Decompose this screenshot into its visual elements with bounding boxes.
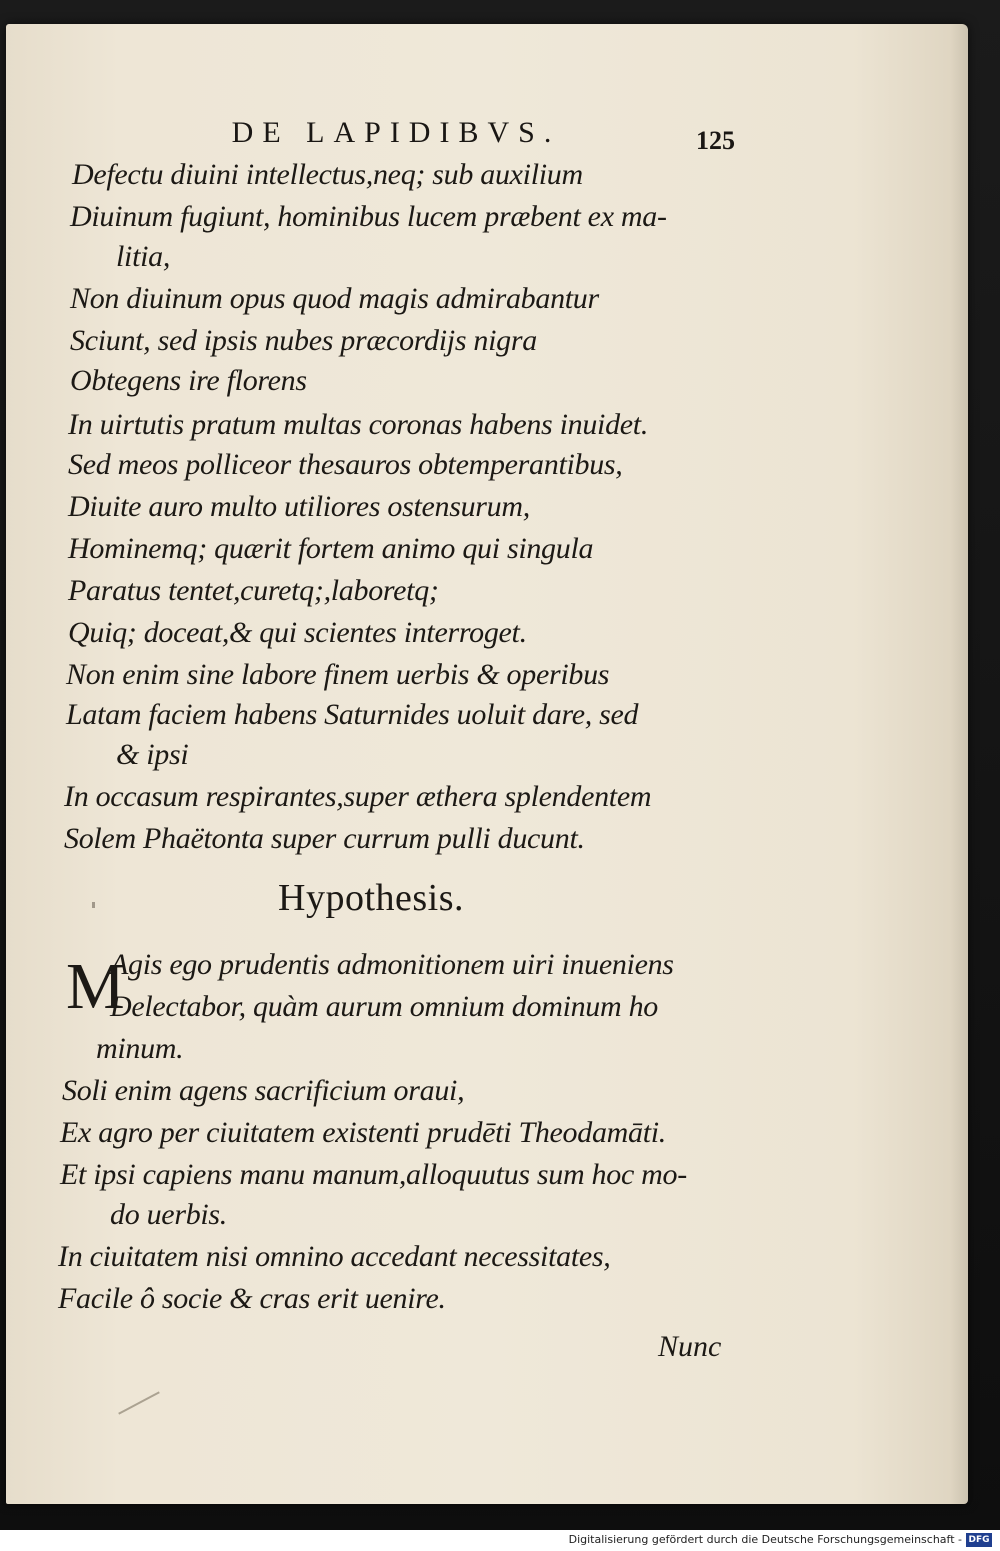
verse-line: litia, <box>116 240 171 273</box>
verse-line: Facile ô socie & cras erit uenire. <box>58 1282 446 1315</box>
catchword: Nunc <box>658 1330 722 1363</box>
verse-line: Paratus tentet,curetq;,laboretq; <box>68 574 439 607</box>
verse-line: Obtegens ire florens <box>70 364 307 397</box>
verse-line: Delectabor, quàm aurum omnium dominum ho <box>110 990 658 1023</box>
verse-line: minum. <box>96 1032 184 1065</box>
verse-line: Sed meos polliceor thesauros obtemperantibus, <box>68 448 623 481</box>
page-number: 125 <box>696 126 735 155</box>
verse-line: Sciunt, sed ipsis nubes præcordijs nigra <box>70 324 537 357</box>
verse-line: Non diuinum opus quod magis admirabantur <box>70 282 599 315</box>
verse-line: Solem Phaëtonta super currum pulli ducunt. <box>64 822 585 855</box>
verse-line: Soli enim agens sacrificium oraui, <box>62 1074 465 1107</box>
verse-line: Defectu diuini intellectus,neq; sub auxilium <box>72 158 583 191</box>
digitization-footer <box>0 1530 1000 1551</box>
section-heading: Hypothesis. <box>278 877 464 919</box>
funding-credit: Digitalisierung gefördert durch die Deutsche Forschungsgemeinschaft - <box>568 1533 962 1546</box>
verse-line: & ipsi <box>116 738 189 771</box>
verse-line: Diuite auro multo utiliores ostensurum, <box>68 490 530 523</box>
verse-line: Latam faciem habens Saturnides uoluit dare, sed <box>66 698 639 731</box>
dfg-logo-icon: DFG <box>966 1533 992 1547</box>
verse-line: Agis ego prudentis admonitionem uiri inueniens <box>110 948 674 981</box>
verse-line: do uerbis. <box>110 1198 228 1231</box>
drop-cap: M <box>66 950 125 1023</box>
verse-line: Diuinum fugiunt, hominibus lucem præbent ex ma- <box>70 200 667 233</box>
verse-line: Ex agro per ciuitatem existenti prudēti Theodamāti. <box>60 1116 666 1149</box>
book-page <box>6 24 968 1504</box>
pencil-mark <box>118 1391 160 1414</box>
verse-line: Hominemq; quærit fortem animo qui singula <box>68 532 594 565</box>
verse-line: In uirtutis pratum multas coronas habens inuidet. <box>68 408 649 441</box>
verse-line: In ciuitatem nisi omnino accedant necessitates, <box>58 1240 611 1273</box>
verse-line: In occasum respirantes,super æthera splendentem <box>64 780 652 813</box>
verse-line: Non enim sine labore finem uerbis & operibus <box>66 658 610 691</box>
verse-line: Et ipsi capiens manu manum,alloquutus sum hoc mo- <box>60 1158 687 1191</box>
running-head: DE LAPIDIBVS. <box>231 116 561 149</box>
verse-line: Quiq; doceat,& qui scientes interroget. <box>68 616 527 649</box>
ink-speck <box>92 902 95 908</box>
